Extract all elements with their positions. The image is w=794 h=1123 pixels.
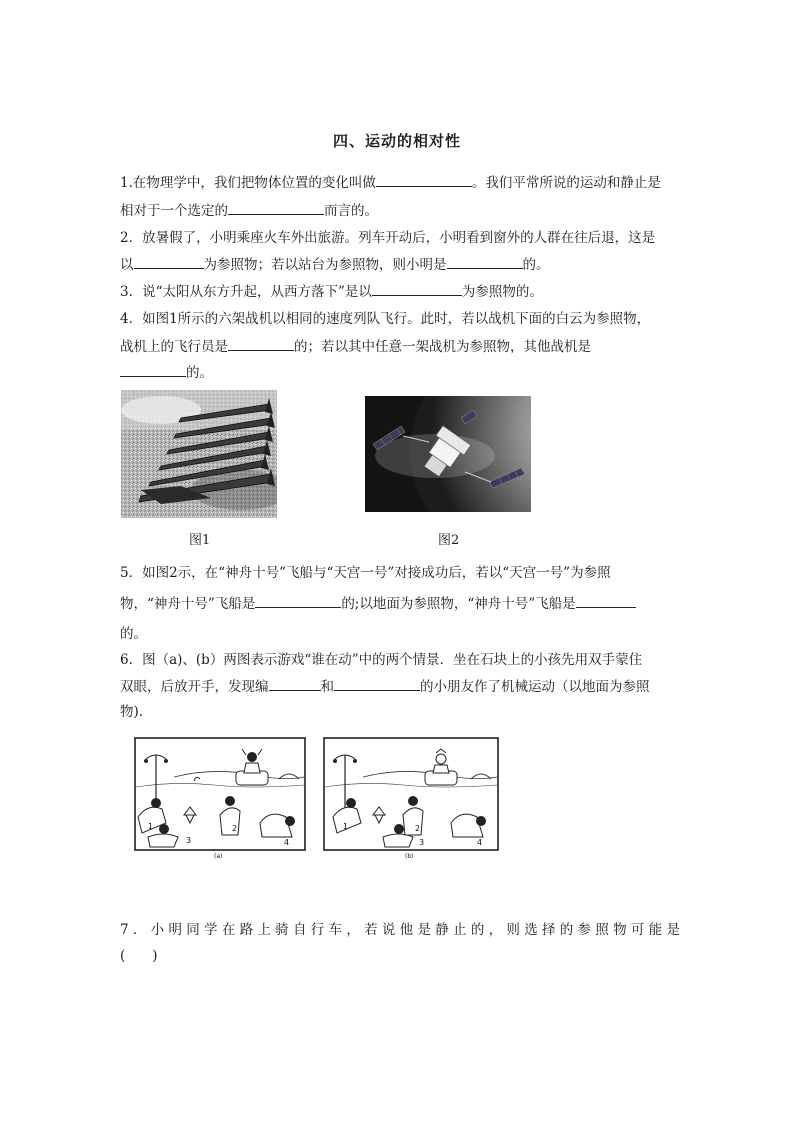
question-3-text-b: 为参照物的。 <box>461 284 543 300</box>
question-3-text-a: 3．说“太阳从东方升起，从西方落下”是以 <box>120 284 372 300</box>
question-2-text-a: 以 <box>120 257 134 273</box>
figure-b-game-scene <box>323 737 499 859</box>
question-6-text-c: 的小朋友作了机械运动（以地面为参照 <box>420 679 650 695</box>
question-2-line-2 <box>120 254 680 275</box>
question-7-line-1: 7．小明同学在路上骑自行车，若说他是静止的，则选择的参照物可能是 <box>120 922 680 938</box>
question-4-text-b: 的；若以其中任意一架战机为参照物，其他战机是 <box>294 339 591 355</box>
question-2-line-1: 2．放暑假了，小明乘座火车外出旅游。列车开动后，小明看到窗外的人群在往后退，这是 <box>120 230 656 246</box>
question-1-text-b: 。我们平常所说的运动和静止是 <box>471 175 661 191</box>
page-title: 四、运动的相对性 <box>332 132 461 150</box>
question-2-text-c: 的。 <box>522 257 550 273</box>
question-4-line-1: 4．如图1所示的六架战机以相同的速度列队飞行。此时，若以战机下面的白云为参照物， <box>120 311 651 327</box>
question-4-text-a: 战机上的飞行员是 <box>120 339 228 355</box>
figure-2-caption: 图2 <box>438 533 460 548</box>
answer-blank-6b[interactable] <box>334 676 420 691</box>
question-5-line-3: 的。 <box>120 626 147 642</box>
answer-blank-4a[interactable] <box>228 336 294 351</box>
question-1-text-d: 而言的。 <box>324 203 378 219</box>
question-5-text-b: 的;以地面为参照物，“神舟十号”飞船是 <box>341 596 576 612</box>
kid-number-1-b: 1 <box>343 822 349 831</box>
question-2-text-b: 为参照物；若以站台为参照物，则小明是 <box>203 257 447 273</box>
kid-number-2-b: 2 <box>415 824 421 833</box>
kid-number-1: 1 <box>148 822 154 831</box>
question-4-line-2 <box>120 336 680 357</box>
answer-blank-4b[interactable] <box>120 362 186 377</box>
question-4-line-3 <box>120 362 680 383</box>
kid-number-4-b: 4 <box>477 838 483 847</box>
question-1-line-1 <box>120 172 680 193</box>
question-6-text-a: 双眼，后放开手，发现编 <box>120 679 269 695</box>
question-6-text-b: 和 <box>320 679 334 695</box>
question-5-line-2 <box>120 593 680 614</box>
answer-blank-3[interactable] <box>372 281 462 296</box>
figure-1-fighter-jets <box>121 390 277 518</box>
question-7-answer-parens[interactable]: ( ) <box>120 948 158 964</box>
question-3-line <box>120 281 680 302</box>
answer-blank-5a[interactable] <box>255 593 341 608</box>
answer-blank-5b[interactable] <box>576 593 636 608</box>
figure-a-label: (a) <box>214 853 223 859</box>
question-5-text-a: 物，“神舟十号”飞船是 <box>120 596 256 612</box>
question-4-text-c: 的。 <box>186 365 213 381</box>
figure-2-space-docking <box>365 396 531 512</box>
figure-a-game-scene <box>134 737 306 859</box>
question-1-text-c: 相对于一个选定的 <box>120 203 228 219</box>
answer-blank-6a[interactable] <box>269 676 321 691</box>
kid-number-3-b: 3 <box>419 838 425 847</box>
question-1-line-2 <box>120 200 680 221</box>
figure-1-caption: 图1 <box>189 533 211 548</box>
answer-blank-1b[interactable] <box>228 200 324 215</box>
answer-blank-1a[interactable] <box>376 172 472 187</box>
figure-b-label: (b) <box>405 853 414 859</box>
kid-number-4: 4 <box>284 838 290 847</box>
answer-blank-2a[interactable] <box>134 254 204 269</box>
kid-number-3: 3 <box>186 836 192 845</box>
question-5-line-1: 5．如图2示，在“神舟十号”飞船与“天宫一号”对接成功后，若以“天宫一号”为参照 <box>120 565 611 581</box>
question-6-line-3: 物). <box>120 704 144 720</box>
answer-blank-2b[interactable] <box>447 254 523 269</box>
question-1-text-a: 1.在物理学中，我们把物体位置的变化叫做 <box>120 175 376 191</box>
question-6-line-1: 6．图（a)、(b）两图表示游戏“谁在动”中的两个情景．坐在石块上的小孩先用双手蒙住 <box>120 652 643 668</box>
kid-number-2: 2 <box>232 824 238 833</box>
question-6-line-2 <box>120 676 680 697</box>
